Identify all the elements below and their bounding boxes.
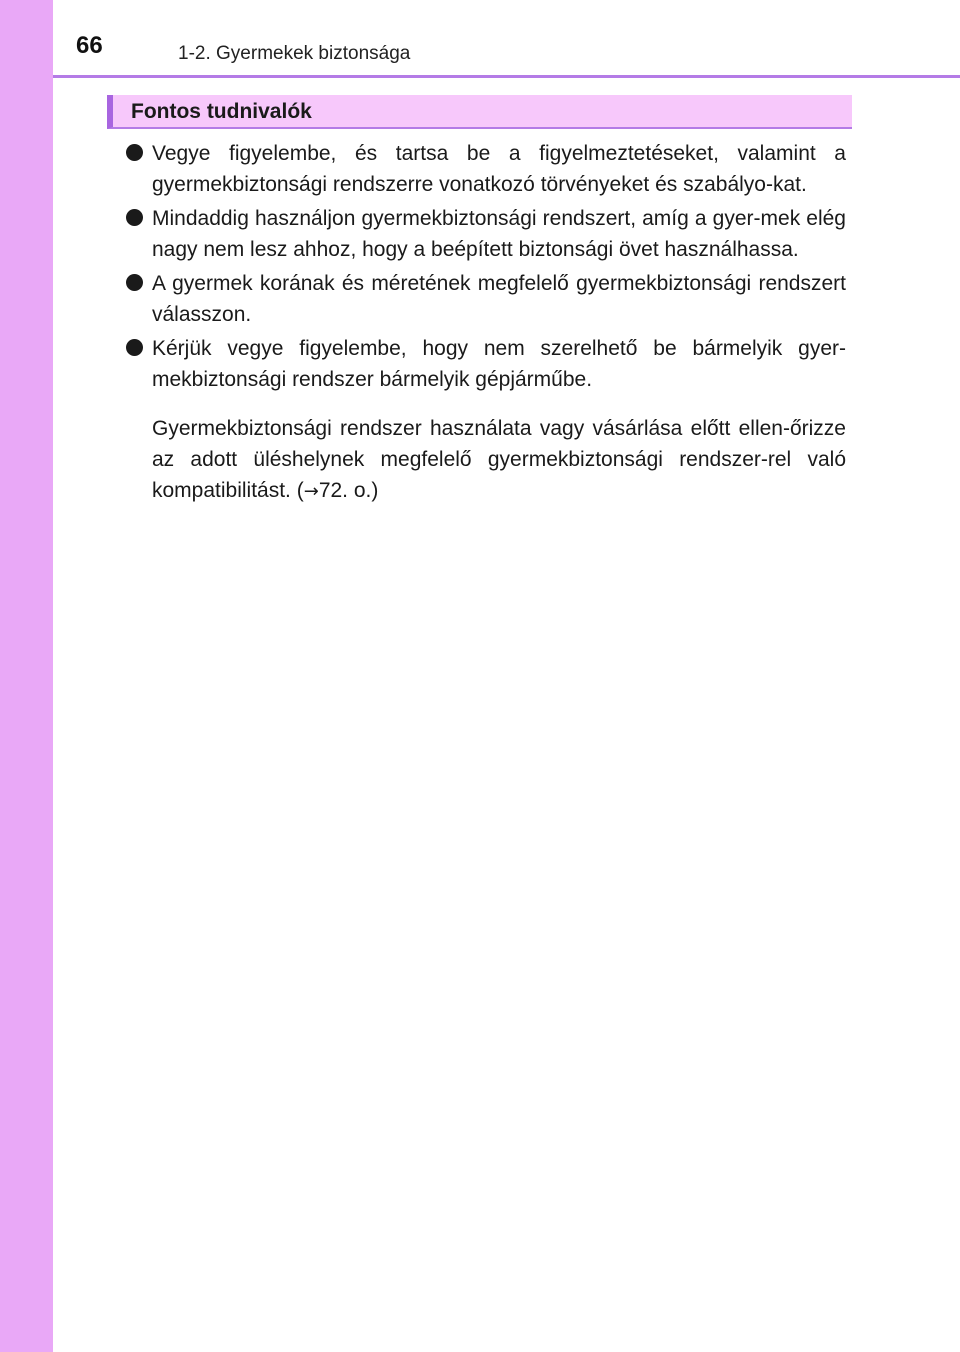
page-reference: 72. o.) xyxy=(318,479,379,502)
arrow-right-icon: → xyxy=(303,481,319,502)
bullet-item xyxy=(124,138,846,200)
bullet-text: Vegye figyelembe, és tartsa be a figyelmeztetéseket, valamint a gyermekbiztonsági rendszerre vonatkozó törvényeket és szabályo-kat. xyxy=(152,142,846,196)
bullet-text: A gyermek korának és méretének megfelelő gyermekbiztonsági rendszert válasszon. xyxy=(152,272,846,326)
paragraph-text: Gyermekbiztonsági rendszer használata vagy vásárlása előtt ellen-őrizze az adott üléshelynek megfelelő gyermekbiztonsági rendszer-rel való kompatibilitást. ( xyxy=(152,417,846,502)
bullet-dot-icon xyxy=(126,339,143,356)
bullet-dot-icon xyxy=(126,144,143,161)
bullet-item xyxy=(124,203,846,265)
bullet-dot-icon xyxy=(126,209,143,226)
side-color-strip xyxy=(0,0,53,1352)
header-divider xyxy=(53,75,960,78)
page-number: 66 xyxy=(76,32,103,59)
bullet-item xyxy=(124,268,846,330)
follow-up-paragraph xyxy=(124,413,846,507)
notice-title: Fontos tudnivalók xyxy=(131,100,312,123)
bullet-text: Mindaddig használjon gyermekbiztonsági rendszert, amíg a gyer-mek elég nagy nem lesz ahhoz, hogy a beépített biztonsági övet használhassa. xyxy=(152,207,846,261)
bullet-dot-icon xyxy=(126,274,143,291)
section-title: 1-2. Gyermekek biztonsága xyxy=(178,43,411,64)
bullet-item xyxy=(124,333,846,395)
notice-heading-box xyxy=(107,95,852,129)
notice-content xyxy=(124,138,846,507)
bullet-text: Kérjük vegye figyelembe, hogy nem szerelhető be bármelyik gyer-mekbiztonsági rendszer bármelyik gépjárműbe. xyxy=(152,337,846,391)
